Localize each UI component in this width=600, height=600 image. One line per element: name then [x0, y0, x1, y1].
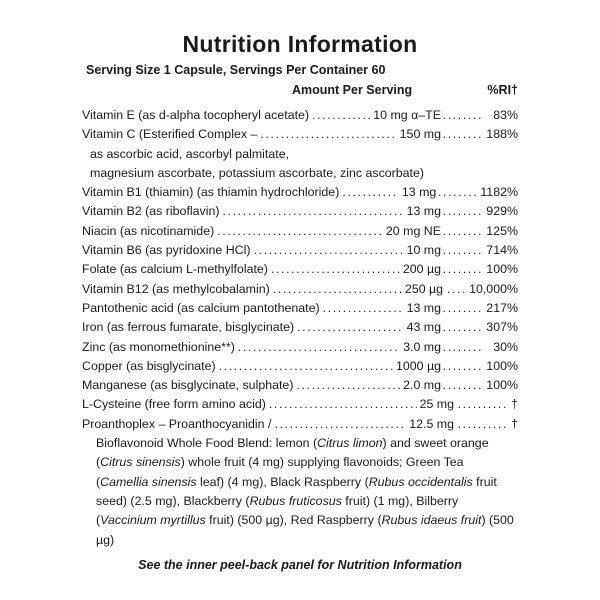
nutrient-ri: 30% — [493, 339, 518, 354]
nutrient-ri: 929% — [486, 204, 518, 219]
nutrient-name: Zinc (as monomethionine**) — [82, 339, 235, 354]
nutrient-row — [82, 241, 518, 260]
nutrient-ri: 125% — [486, 223, 518, 238]
footer-note: See the inner peel-back panel for Nutrition Information — [138, 558, 462, 572]
nutrient-row — [82, 318, 518, 337]
nutrient-amount: 150 mg — [399, 127, 441, 142]
nutrient-row — [82, 222, 518, 241]
nutrient-name: Vitamin B12 (as methylcobalamin) — [82, 281, 270, 296]
nutrient-row — [82, 395, 518, 414]
nutrient-name: Vitamin C (Esterified Complex – — [82, 127, 258, 142]
nutrient-name: Vitamin B1 (thiamin) (as thiamin hydrochloride) — [82, 185, 340, 200]
nutrient-amount: 3.0 mg — [403, 339, 441, 354]
nutrient-name: Vitamin B6 (as pyridoxine HCl) — [82, 243, 251, 258]
nutrient-name: Vitamin B2 (as riboflavin) — [82, 204, 220, 219]
nutrient-amount: 13 mg — [406, 204, 441, 219]
nutrient-row — [82, 106, 518, 125]
nutrient-ri: 83% — [493, 108, 518, 122]
nutrient-ri: 10,000% — [469, 281, 518, 296]
nutrient-row — [82, 202, 518, 221]
panel-title: Nutrition Information — [182, 31, 418, 57]
nutrient-row — [82, 376, 518, 395]
nutrient-amount: 10 mg — [406, 243, 441, 258]
nutrient-name: Copper (as bisglycinate) — [82, 358, 216, 373]
nutrient-amount: 200 µg — [402, 262, 441, 277]
nutrient-ri: 714% — [486, 243, 518, 258]
nutrient-name: Niacin (as nicotinamide) — [82, 223, 215, 238]
nutrient-amount: 20 mg NE — [385, 223, 441, 238]
nutrient-name: Pantothenic acid (as calcium pantothenate) — [82, 300, 320, 315]
nutrient-ri: † — [511, 416, 518, 431]
header-amount: Amount Per Serving — [292, 83, 413, 97]
nutrient-amount: 10 mg α–TE — [373, 108, 441, 122]
nutrient-ri: 100% — [486, 262, 518, 277]
nutrient-row — [82, 280, 518, 299]
nutrient-table — [82, 106, 518, 550]
nutrient-amount: 13 mg — [406, 300, 441, 315]
nutrient-name: Manganese (as bisglycinate, sulphate) — [82, 378, 294, 393]
nutrient-amount: 12.5 mg — [409, 416, 454, 431]
nutrient-ri: 100% — [486, 358, 518, 373]
nutrient-name: Vitamin E (as d-alpha tocopheryl acetate) — [82, 108, 310, 122]
nutrient-amount: 13 mg — [401, 185, 437, 200]
nutrient-name: Folate (as calcium L-methylfolate) — [82, 262, 268, 277]
header-ri: %RI† — [487, 83, 518, 97]
nutrient-row — [82, 183, 518, 202]
vitamin-c-detail: as ascorbic acid, ascorbyl palmitate, — [90, 146, 290, 161]
nutrient-name: Proanthoplex – Proanthocyanidin / — [82, 416, 272, 431]
nutrient-ri: 188% — [486, 127, 518, 142]
nutrient-name: L-Cysteine (free form amino acid) — [82, 397, 266, 412]
bioflavonoid-blend: Bioflavonoid Whole Food Blend: lemon (Citrus limon) and sweet orange (Citrus sinensis) whole fruit (4 mg) supplying flavonoids; Green Tea (Camellia sinensis leaf) (4 mg), Black Raspberry (Rubus occidentalis fruit seed) (2.5 mg), Blackberry (Rubus fruticosus fruit) (1 mg), Bilberry (Vaccinium myrtillus fruit) (500 µg), Red Raspberry (Rubus idaeus fruit) (500 µg) — [96, 436, 514, 547]
nutrient-ri: † — [511, 397, 518, 412]
nutrient-amount: 43 mg — [406, 320, 441, 335]
nutrient-amount: 1000 µg — [395, 358, 441, 373]
nutrient-ri: 100% — [486, 378, 518, 393]
nutrient-row — [82, 357, 518, 376]
nutrient-ri: 307% — [486, 320, 518, 335]
nutrient-row — [82, 415, 518, 434]
nutrient-row — [82, 338, 518, 357]
nutrient-amount: 250 µg — [404, 281, 444, 296]
nutrient-row — [82, 299, 518, 318]
nutrient-row — [82, 260, 518, 279]
nutrient-ri: 1182% — [480, 185, 518, 200]
nutrient-amount: 25 mg — [419, 397, 454, 412]
nutrient-row — [82, 125, 518, 144]
nutrient-amount: 2.0 mg — [403, 378, 441, 393]
nutrient-name: Iron (as ferrous fumarate, bisglycinate) — [82, 320, 295, 335]
vitamin-c-detail: magnesium ascorbate, potassium ascorbate, zinc ascorbate) — [90, 165, 425, 180]
serving-line: Serving Size 1 Capsule, Servings Per Container 60 — [86, 63, 386, 77]
nutrient-ri: 217% — [486, 300, 518, 315]
